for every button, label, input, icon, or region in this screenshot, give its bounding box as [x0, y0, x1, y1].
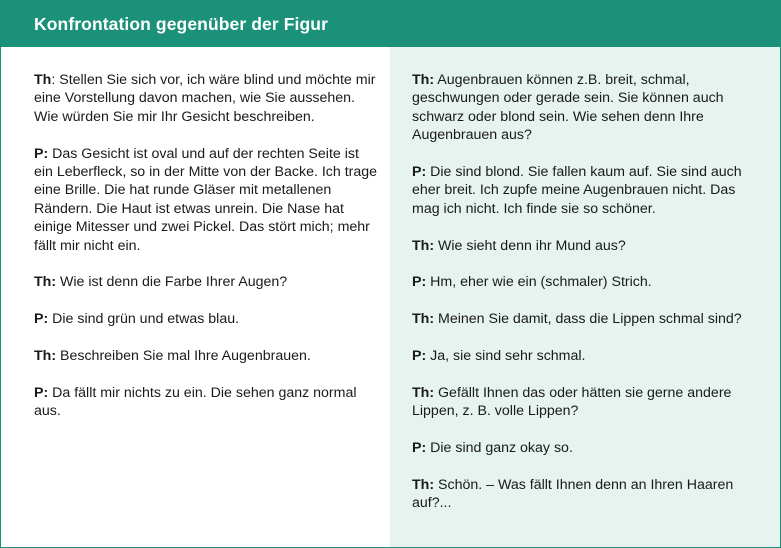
dialogue-text: Schön. – Was fällt Ihnen denn an Ihren Haaren auf?...	[412, 476, 734, 512]
dialogue-text: Das Gesicht ist oval und auf der rechten Seite ist ein Leberfleck, so in der Mitte von der Backe. Ich trage eine Brille. Die hat runde Gläser mit metallenen Rändern. Die Haut ist etwas unrein. Die Nase hat einige Mitesser und zwei Pickel. Das stört mich; mehr fällt mir nicht ein.	[34, 145, 378, 254]
speaker-label: P:	[412, 440, 427, 457]
right-column	[390, 47, 780, 547]
speaker-label: Th:	[34, 348, 57, 365]
dialogue-text: Die sind grün und etwas blau.	[52, 311, 240, 328]
dialogue-text: Die sind ganz okay so.	[430, 440, 573, 457]
page-title: Konfrontation gegenüber der Figur	[34, 14, 328, 34]
dialogue-text: Gefällt Ihnen das oder hätten sie gerne andere Lippen, z. B. volle Lippen?	[412, 384, 732, 420]
speaker-label: Th:	[412, 311, 435, 328]
dialogue-entry	[412, 163, 766, 218]
dialogue-text: Hm, eher wie ein (schmaler) Strich.	[430, 274, 652, 291]
speaker-label: P:	[34, 145, 49, 162]
dialogue-text: Beschreiben Sie mal Ihre Augenbrauen.	[60, 348, 311, 365]
dialogue-entry	[412, 71, 766, 145]
dialogue-entry	[412, 476, 766, 513]
dialogue-entry: Th: Stellen Sie sich vor, ich wäre blind und möchte mir eine Vorstellung davon machen, wie Sie aussehen. Wie würden Sie mir Ihr Gesicht beschreiben.	[34, 72, 376, 125]
dialogue-text: Augenbrauen können z.B. breit, schmal, geschwungen oder gerade sein. Sie können auch schwarz oder blond sein. Wie sehen denn Ihre Augenbrauen aus?	[412, 72, 724, 144]
speaker-label: P:	[412, 348, 427, 365]
dialogue-text: Wie ist denn die Farbe Ihrer Augen?	[60, 274, 288, 291]
dialogue-entry	[412, 347, 766, 365]
dialogue-text: Da fällt mir nichts zu ein. Die sehen ganz normal aus.	[34, 384, 357, 420]
left-column	[1, 47, 390, 547]
dialogue-entry	[34, 384, 380, 421]
speaker-label: Th:	[412, 384, 435, 401]
speaker-label: P:	[412, 164, 427, 181]
dialogue-entry	[34, 273, 380, 291]
speaker-label: Th	[34, 72, 52, 88]
dialogue-entry	[412, 310, 766, 328]
speaker-label: P:	[34, 384, 49, 401]
dialogue-text: Ja, sie sind sehr schmal.	[430, 348, 586, 365]
speaker-label: Th:	[412, 476, 435, 493]
dialogue-text: Meinen Sie damit, dass die Lippen schmal sind?	[438, 311, 742, 328]
speaker-label: P:	[412, 274, 427, 291]
header-bar	[1, 1, 780, 47]
dialogue-entry	[34, 145, 380, 255]
dialogue-entry	[412, 384, 766, 421]
speaker-label: Th:	[34, 274, 57, 291]
dialogue-entry	[412, 273, 766, 291]
speaker-label: P:	[34, 311, 49, 328]
dialogue-entry	[412, 439, 766, 457]
speaker-label: Th:	[412, 72, 435, 88]
speaker-label: Th:	[412, 237, 435, 254]
dialogue-columns	[1, 47, 780, 547]
dialogue-entry	[34, 347, 380, 365]
dialogue-text: Die sind blond. Sie fallen kaum auf. Sie sind auch eher breit. Ich zupfe meine Augenbrauen nicht. Das mag ich nicht. Ich finde sie so schöner.	[412, 164, 742, 217]
dialogue-text: Stellen Sie sich vor, ich wäre blind und möchte mir eine Vorstellung davon machen, wie Sie aussehen. Wie würden Sie mir Ihr Gesicht beschreiben.	[34, 72, 376, 125]
dialogue-entry	[34, 310, 380, 328]
dialogue-entry	[412, 237, 766, 255]
dialogue-text: Wie sieht denn ihr Mund aus?	[438, 237, 626, 254]
